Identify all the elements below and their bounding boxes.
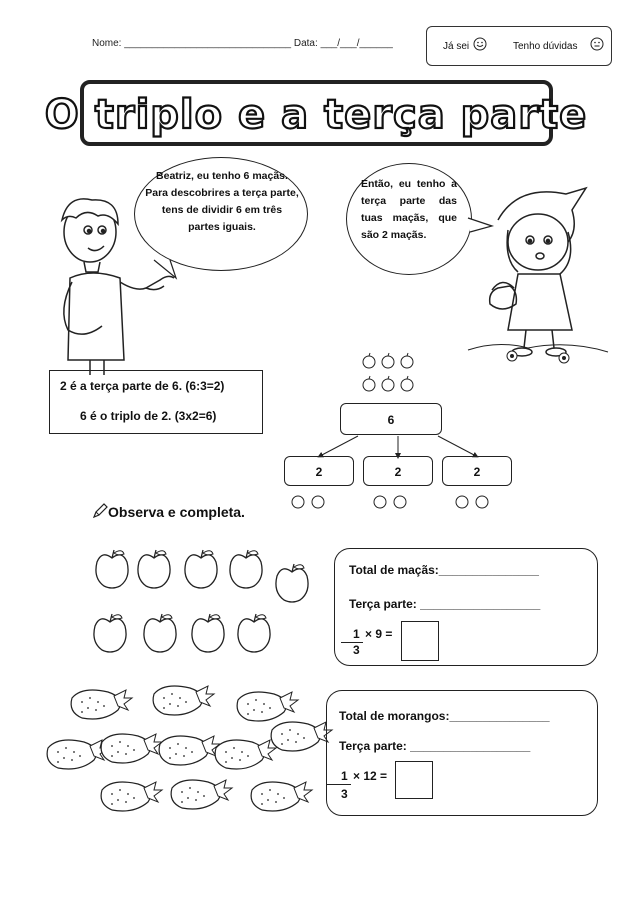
apples-group	[88, 540, 318, 664]
apples-answer-box[interactable]	[401, 621, 439, 661]
smile-icon[interactable]	[473, 37, 487, 51]
date-label: Data:	[293, 38, 318, 49]
definition-box	[49, 370, 263, 434]
strawberries-denominator: 3	[341, 787, 348, 801]
tree-top-value: 6	[387, 413, 395, 427]
strawberries-fraction-bar	[327, 784, 351, 785]
header-fields	[92, 38, 393, 49]
girl-speech-bubble	[346, 163, 472, 275]
definition-line-2: 6 é o triplo de 2. (3x2=6)	[80, 409, 217, 423]
girl-speech-text: Então, eu tenho a terça parte das tuas maçãs, que são 2 maçãs.	[361, 178, 457, 241]
tree-child-value-2: 2	[394, 465, 402, 479]
neutral-face-icon[interactable]	[590, 37, 604, 51]
ja-sei-label: Já sei	[443, 41, 470, 52]
tree-child-value-3: 2	[473, 465, 481, 479]
pairs-of-apples-icon	[288, 490, 518, 512]
apples-numerator: 1	[353, 627, 360, 641]
name-label: Nome:	[92, 38, 122, 49]
strawberries-group	[40, 680, 330, 820]
title-box	[44, 80, 588, 146]
boy-speech-bubble	[134, 157, 308, 271]
page-title-text: O triplo e a terça parte	[44, 92, 588, 138]
boy-bubble-tail	[150, 258, 180, 282]
tree-child-node-1	[284, 456, 354, 486]
apples-denominator: 3	[353, 643, 360, 657]
tree-child-node-2	[363, 456, 433, 486]
strawberries-answer-box[interactable]	[395, 761, 433, 799]
girl-illustration	[468, 180, 610, 370]
date-blank[interactable]: ___/___/______	[320, 38, 393, 49]
strawberries-operation: × 12 =	[353, 769, 388, 783]
strawberries-third-field[interactable]: Terça parte: __________________	[339, 739, 531, 753]
apples-exercise-card	[334, 548, 598, 666]
page-title	[44, 84, 588, 142]
tenho-duvidas-label: Tenho dúvidas	[513, 41, 578, 52]
apples-total-field[interactable]: Total de maçãs:_______________	[349, 563, 539, 577]
tree-child-node-3	[442, 456, 512, 486]
definition-line-1: 2 é a terça parte de 6. (6:3=2)	[60, 379, 225, 393]
strawberries-numerator: 1	[341, 769, 348, 783]
strawberries-total-field[interactable]: Total de morangos:_______________	[339, 709, 550, 723]
six-apples-icon	[360, 352, 420, 398]
pencil-icon	[92, 503, 108, 519]
self-assessment-box	[426, 26, 612, 66]
apples-operation: × 9 =	[365, 627, 393, 641]
boy-speech-text: Beatriz, eu tenho 6 maçãs. Para descobrires a terça parte, tens de dividir 6 em três partes iguais.	[145, 170, 299, 233]
strawberries-exercise-card	[326, 690, 598, 816]
name-blank[interactable]: ______________________________	[124, 38, 292, 49]
tree-top-node	[340, 403, 442, 435]
apples-third-field[interactable]: Terça parte: __________________	[349, 597, 541, 611]
tree-child-value-1: 2	[315, 465, 323, 479]
instruction-text: Observa e completa.	[108, 504, 245, 520]
